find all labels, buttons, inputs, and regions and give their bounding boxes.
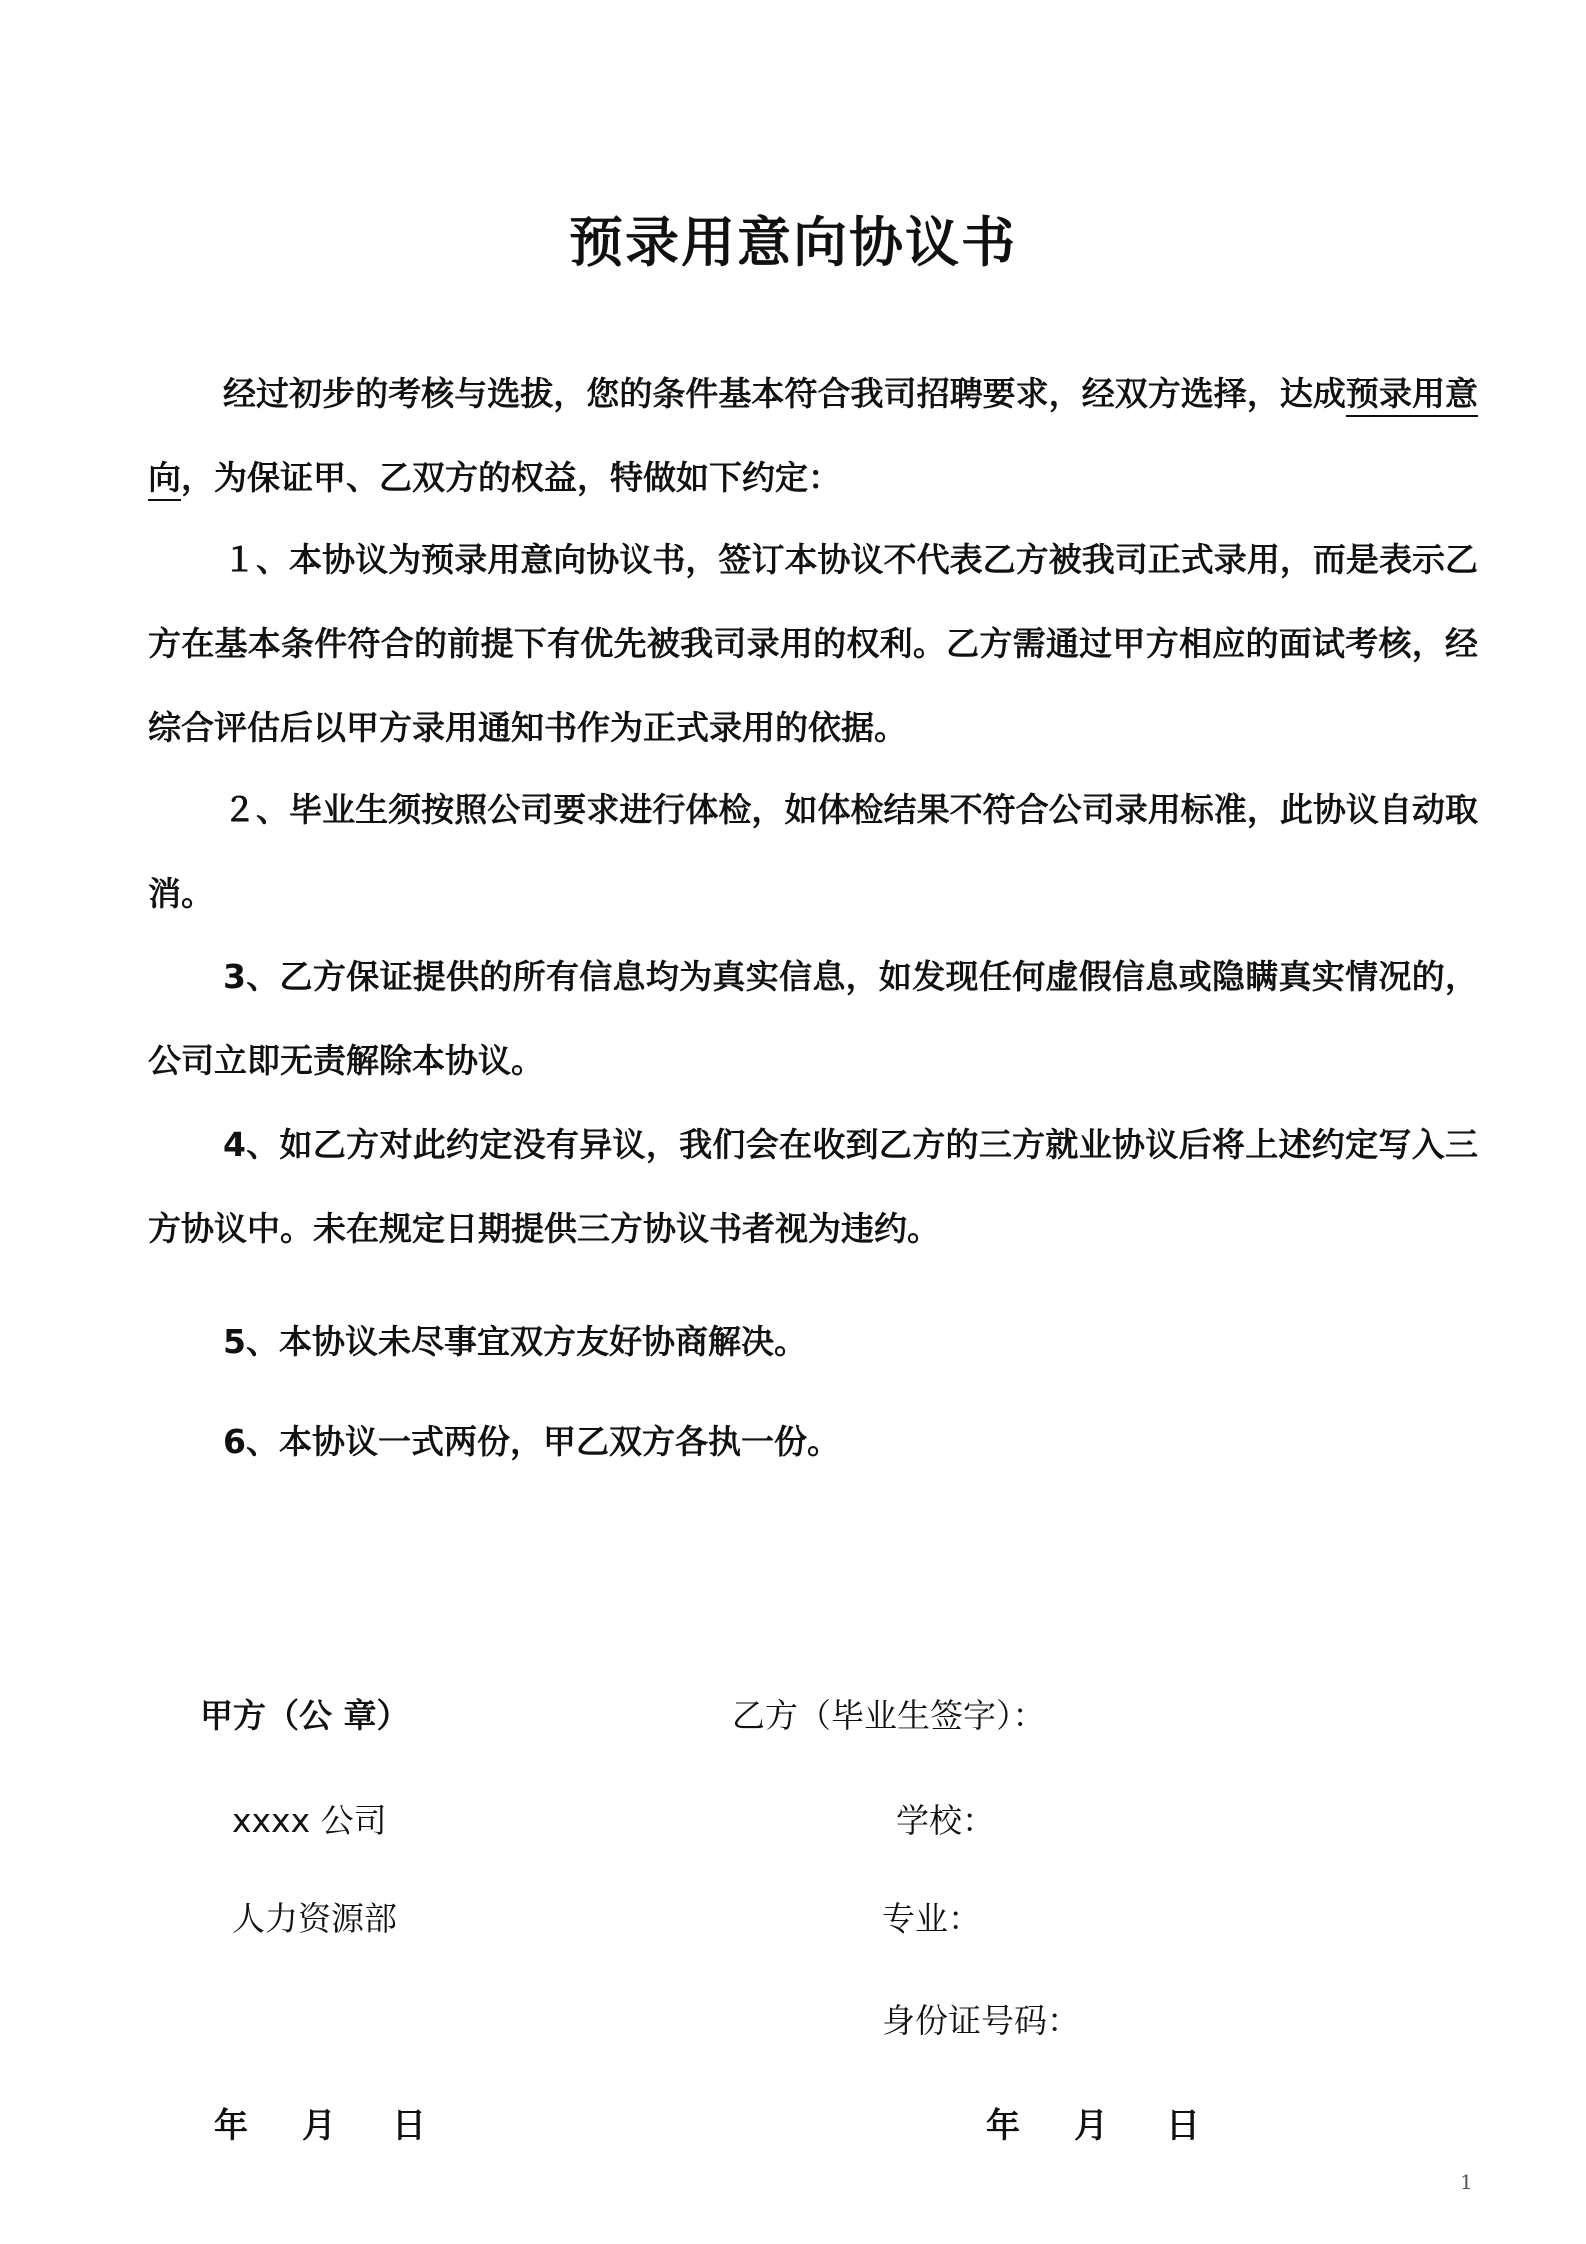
clause-1: １、本协议为预录用意向协议书，签订本协议不代表乙方被我司正式录用，而是表示乙方在基本条件符合的前提下有优先被我司录用的权利。乙方需通过甲方相应的面试考核，经综合评估后以甲方录用通知书作为正式录用的依据。: [148, 540, 1478, 747]
party-b-label: 乙方（毕业生签字）：: [732, 1696, 1046, 1735]
party-b-major: 专业：: [882, 1899, 981, 1938]
party-a-date-year: 年: [214, 2106, 248, 2146]
clause-6: 6、本协议一式两份，甲乙双方各执一份。: [223, 1422, 840, 1461]
party-a-label: 甲方（公 章）: [200, 1696, 410, 1735]
clause-2: ２、毕业生须按照公司要求进行体检，如体检结果不符合公司录用标准，此协议自动取消。: [148, 790, 1478, 913]
clause-5: 5、本协议未尽事宜双方友好协商解决。: [223, 1322, 807, 1361]
party-b-date: [986, 2098, 1200, 2147]
intro-text-after: ，为保证甲、乙双方的权益，特做如下约定：: [181, 458, 841, 497]
intro-underlined-text: 预录用意向: [148, 374, 1479, 497]
party-b-id-number: 身份证号码：: [882, 2001, 1080, 2040]
party-a-department: 人力资源部: [232, 1899, 397, 1938]
party-b-date-year: 年: [986, 2106, 1020, 2146]
document-title: 预录用意向协议书: [569, 211, 1017, 274]
party-b-date-day: 日: [1166, 2106, 1200, 2146]
party-b-date-month: 月: [1074, 2106, 1108, 2146]
party-a-date-day: 日: [392, 2106, 426, 2146]
page-number: 1: [1460, 2170, 1473, 2194]
intro-paragraph: [148, 352, 1478, 520]
clause-3: 3、乙方保证提供的所有信息均为真实信息，如发现任何虚假信息或隐瞒真实情况的，公司立即无责解除本协议。: [148, 957, 1478, 1080]
party-a-company: xxxx 公司: [232, 1801, 387, 1840]
party-b-school: 学校：: [896, 1801, 995, 1840]
clause-4: 4、如乙方对此约定没有异议，我们会在收到乙方的三方就业协议后将上述约定写入三方协议中。未在规定日期提供三方协议书者视为违约。: [148, 1125, 1478, 1248]
intro-text-before: 经过初步的考核与选拔，您的条件基本符合我司招聘要求，经双方选择，达成: [223, 374, 1346, 413]
party-a-date-month: 月: [302, 2106, 336, 2146]
party-a-date: [214, 2098, 426, 2147]
